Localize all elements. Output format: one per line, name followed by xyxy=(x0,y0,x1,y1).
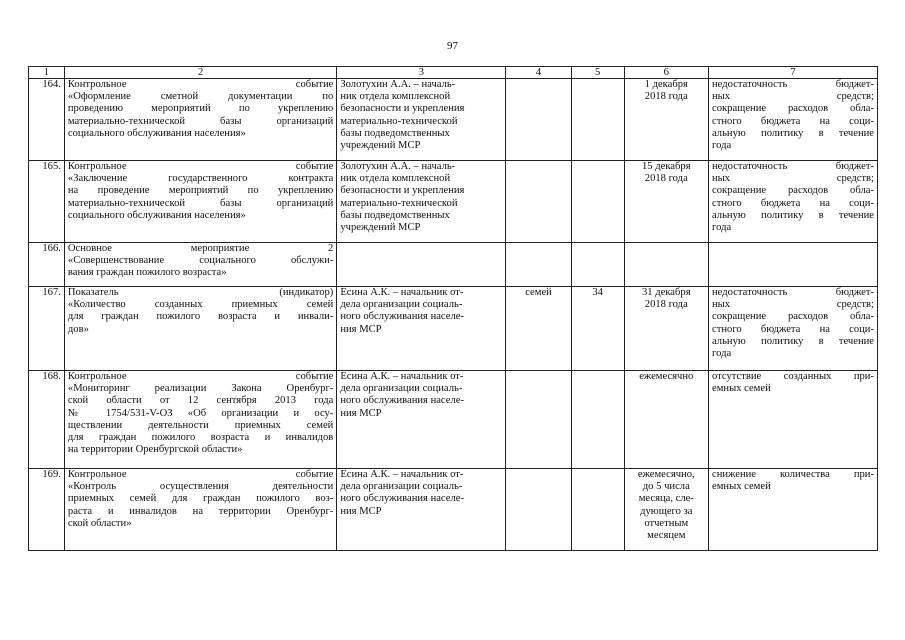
event-description-cell xyxy=(64,469,336,551)
cell-text-line: на территории Оренбургской области» xyxy=(67,444,243,456)
value-cell xyxy=(571,371,624,469)
cell-text-line: отсутствие созданных при- xyxy=(712,371,874,382)
cell-text-line: недостаточность бюджет- xyxy=(712,161,874,172)
row-number-cell: 166. xyxy=(29,243,65,287)
responsible-cell xyxy=(337,371,506,469)
cell-text-line: ния МСР xyxy=(340,323,382,335)
cell-text-line: материально-технической xyxy=(340,197,458,209)
cell-text-line: «Заключение государственного контракта xyxy=(67,173,334,185)
unit-cell xyxy=(506,79,571,161)
cell-text-line: ежемесячно xyxy=(639,371,694,382)
cell-text-line: дела организации социаль- xyxy=(340,299,463,311)
cell-text-line: вания граждан пожилого возраста» xyxy=(67,267,227,279)
cell-text-line: № 1754/531-V-ОЗ «Об организации и осу- xyxy=(67,407,334,419)
cell-text-line: стного бюджета на соци- xyxy=(712,197,874,209)
row-number-cell: 165. xyxy=(29,161,65,243)
cell-text-line: безопасности и укрепления xyxy=(340,185,465,197)
deadline-cell xyxy=(624,469,708,551)
cell-text-line: 2018 года xyxy=(644,91,688,103)
header-row xyxy=(29,67,878,79)
cell-text-line: ного обслуживания населе- xyxy=(340,395,464,407)
cell-text-line: семей xyxy=(525,287,552,298)
cell-text-line: альную политику в течение xyxy=(712,127,874,139)
cell-text-line: на проведение мероприятий по укреплению xyxy=(67,185,334,197)
cell-text-line: 2018 года xyxy=(644,299,688,311)
event-description-cell xyxy=(64,79,336,161)
cell-text-line: Контрольное событие xyxy=(67,469,334,480)
cell-text-line: ных средств; xyxy=(712,91,874,103)
deadline-cell xyxy=(624,243,708,287)
cell-text-line: «Совершенствование социального обслужи- xyxy=(67,255,334,267)
responsible-cell xyxy=(337,287,506,371)
cell-text-line: недостаточность бюджет- xyxy=(712,287,874,298)
cell-text-line: ской области» xyxy=(67,517,132,529)
header-cell-4: 4 xyxy=(506,67,571,79)
cell-text-line: 34 xyxy=(592,287,603,298)
cell-text-line: месяца, сле- xyxy=(638,493,694,505)
plan-table xyxy=(28,66,878,551)
cell-text-line: альную политику в течение xyxy=(712,335,874,347)
cell-text-line: Показатель (индикатор) xyxy=(67,287,334,298)
unit-cell xyxy=(506,287,571,371)
cell-text-line: социального обслуживания населения» xyxy=(67,127,246,139)
table-row xyxy=(29,79,878,161)
cell-text-line: года xyxy=(712,348,732,360)
row-number-cell: 164. xyxy=(29,79,65,161)
cell-text-line: дела организации социаль- xyxy=(340,383,463,395)
cell-text-line: «Количество созданных приемных семей xyxy=(67,299,334,311)
cell-text-line: снижение количества при- xyxy=(712,469,874,480)
cell-text-line: 15 декабря xyxy=(641,161,691,172)
risk-cell xyxy=(709,469,878,551)
responsible-cell xyxy=(337,243,506,287)
header-cell-5: 5 xyxy=(571,67,624,79)
cell-text-line: ния МСР xyxy=(340,407,382,419)
cell-text-line: года xyxy=(712,140,732,152)
value-cell xyxy=(571,161,624,243)
cell-text-line: Есина А.К. – начальник от- xyxy=(340,371,464,382)
cell-text-line: базы подведомственных xyxy=(340,127,450,139)
cell-text-line: дела организации социаль- xyxy=(340,481,463,493)
event-description-cell xyxy=(64,161,336,243)
event-description-cell xyxy=(64,287,336,371)
cell-text-line: учреждений МСР xyxy=(340,140,421,152)
table-row xyxy=(29,371,878,469)
risk-cell xyxy=(709,371,878,469)
cell-text-line: ных средств; xyxy=(712,299,874,311)
unit-cell xyxy=(506,371,571,469)
risk-cell xyxy=(709,287,878,371)
cell-text-line: Золотухин А.А. – началь- xyxy=(340,79,456,90)
cell-text-line: ник отдела комплексной xyxy=(340,173,451,185)
table-row xyxy=(29,243,878,287)
cell-text-line: 2018 года xyxy=(644,173,688,185)
cell-text-line: стного бюджета на соци- xyxy=(712,115,874,127)
cell-text-line: до 5 числа xyxy=(642,481,690,493)
unit-cell xyxy=(506,469,571,551)
cell-text-line: материально-технической базы организаций xyxy=(67,197,334,209)
deadline-cell xyxy=(624,287,708,371)
cell-text-line: ежемесячно, xyxy=(637,469,695,480)
header-cell-7: 7 xyxy=(709,67,878,79)
cell-text-line: Золотухин А.А. – началь- xyxy=(340,161,456,172)
unit-cell xyxy=(506,243,571,287)
cell-text-line: емных семей xyxy=(712,481,771,493)
responsible-cell xyxy=(337,79,506,161)
cell-text-line: для граждан пожилого возраста и инвалидов xyxy=(67,432,334,444)
page-number: 97 xyxy=(447,40,458,52)
cell-text-line: Контрольное событие xyxy=(67,79,334,90)
value-cell xyxy=(571,469,624,551)
table-body xyxy=(29,79,878,551)
header-cell-6: 6 xyxy=(624,67,708,79)
row-number-cell: 167. xyxy=(29,287,65,371)
cell-text-line: раста и инвалидов на территории Оренбург- xyxy=(67,505,334,517)
cell-text-line: проведению мероприятий по укреплению xyxy=(67,103,334,115)
value-cell xyxy=(571,79,624,161)
cell-text-line: ник отдела комплексной xyxy=(340,91,451,103)
cell-text-line: приемных семей для граждан пожилого воз- xyxy=(67,493,334,505)
cell-text-line: материально-технической xyxy=(340,115,458,127)
value-cell xyxy=(571,243,624,287)
cell-text-line: 31 декабря xyxy=(641,287,691,298)
row-number-cell: 168. xyxy=(29,371,65,469)
cell-text-line: года xyxy=(712,222,732,234)
value-cell xyxy=(571,287,624,371)
cell-text-line: Контрольное событие xyxy=(67,161,334,172)
deadline-cell xyxy=(624,79,708,161)
deadline-cell xyxy=(624,371,708,469)
cell-text-line: «Контроль осуществления деятельности xyxy=(67,481,334,493)
cell-text-line: для граждан пожилого возраста и инвали- xyxy=(67,311,334,323)
event-description-cell xyxy=(64,243,336,287)
risk-cell xyxy=(709,243,878,287)
cell-text-line: ской области от 12 сентября 2013 года xyxy=(67,395,334,407)
cell-text-line: Контрольное событие xyxy=(67,371,334,382)
responsible-cell xyxy=(337,161,506,243)
event-description-cell xyxy=(64,371,336,469)
cell-text-line: Основное мероприятие 2 xyxy=(67,243,334,254)
cell-text-line: безопасности и укрепления xyxy=(340,103,465,115)
cell-text-line: ния МСР xyxy=(340,505,382,517)
cell-text-line: сокращение расходов обла- xyxy=(712,311,874,323)
cell-text-line: дующего за xyxy=(640,505,693,517)
cell-text-line: учреждений МСР xyxy=(340,222,421,234)
cell-text-line: месяцем xyxy=(647,530,686,542)
cell-text-line: отчетным xyxy=(644,517,689,529)
cell-text-line: Есина А.К. – начальник от- xyxy=(340,469,464,480)
risk-cell xyxy=(709,161,878,243)
header-cell-2: 2 xyxy=(64,67,336,79)
cell-text-line: ного обслуживания населе- xyxy=(340,493,464,505)
header-cell-1: 1 xyxy=(29,67,65,79)
cell-text-line: ных средств; xyxy=(712,173,874,185)
deadline-cell xyxy=(624,161,708,243)
cell-text-line: Есина А.К. – начальник от- xyxy=(340,287,464,298)
cell-text-line: социального обслуживания населения» xyxy=(67,209,246,221)
cell-text-line: сокращение расходов обла- xyxy=(712,185,874,197)
table-row xyxy=(29,469,878,551)
cell-text-line: альную политику в течение xyxy=(712,209,874,221)
cell-text-line: базы подведомственных xyxy=(340,209,450,221)
header-cell-3: 3 xyxy=(337,67,506,79)
unit-cell xyxy=(506,161,571,243)
cell-text-line: стного бюджета на соци- xyxy=(712,323,874,335)
cell-text-line: «Оформление сметной документации по xyxy=(67,91,334,103)
cell-text-line: сокращение расходов обла- xyxy=(712,103,874,115)
risk-cell xyxy=(709,79,878,161)
cell-text-line: 1 декабря xyxy=(644,79,688,90)
table-row xyxy=(29,287,878,371)
cell-text-line: материально-технической базы организаций xyxy=(67,115,334,127)
cell-text-line: «Мониторинг реализации Закона Оренбург- xyxy=(67,383,334,395)
cell-text-line: дов» xyxy=(67,323,89,335)
row-number-cell: 169. xyxy=(29,469,65,551)
cell-text-line: недостаточность бюджет- xyxy=(712,79,874,90)
cell-text-line: ществлении деятельности приемных семей xyxy=(67,419,334,431)
cell-text-line: емных семей xyxy=(712,383,771,395)
table-row xyxy=(29,161,878,243)
responsible-cell xyxy=(337,469,506,551)
cell-text-line: ного обслуживания населе- xyxy=(340,311,464,323)
